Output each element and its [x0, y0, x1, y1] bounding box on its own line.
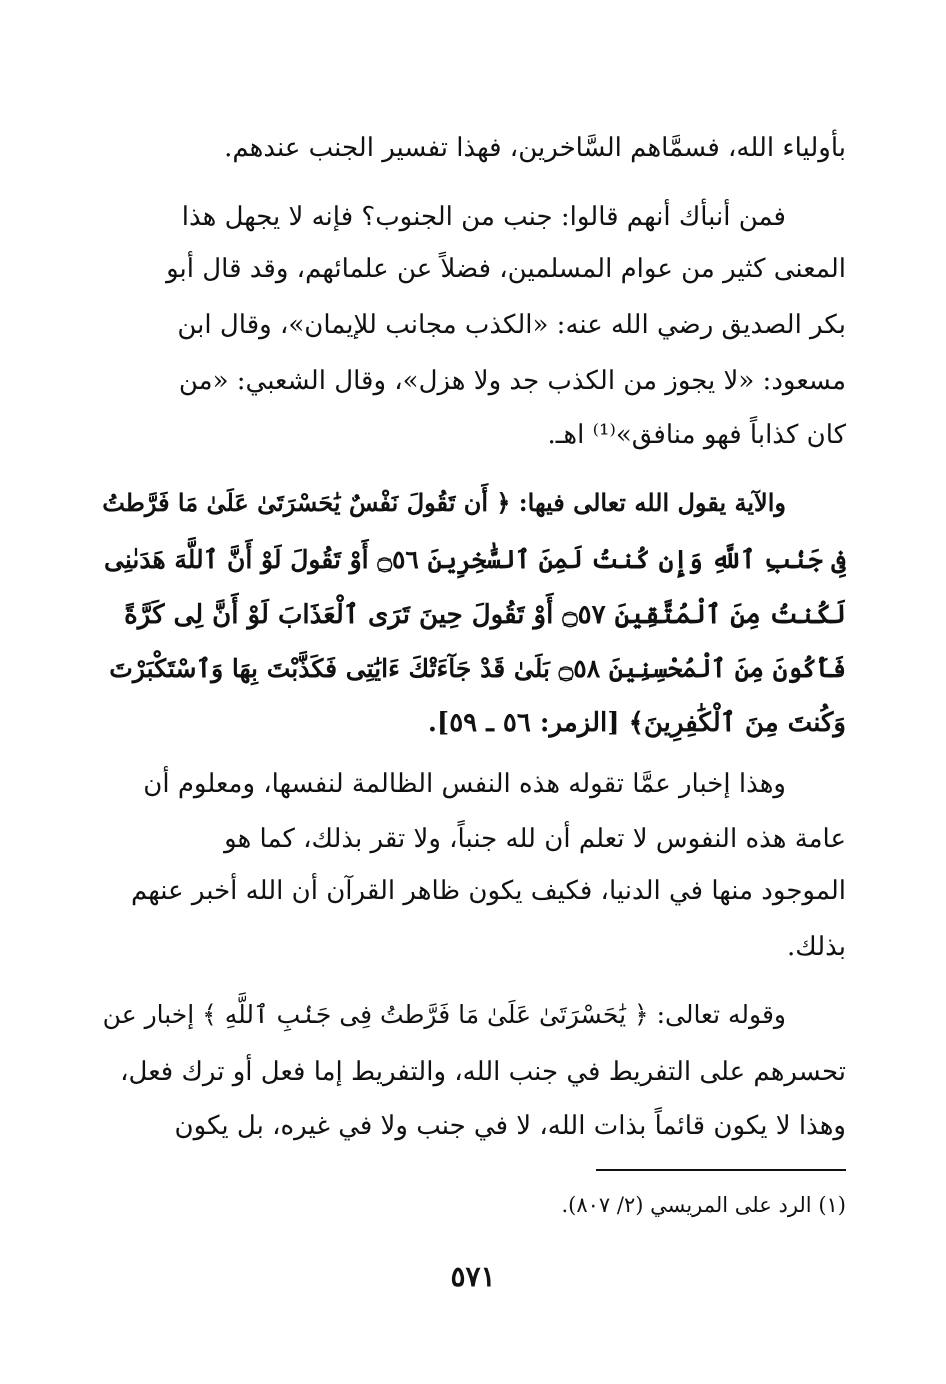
text-line: المعنى كثير من عوام المسلمين، فضلاً عن علمائهم، وقد قال أبو	[166, 254, 846, 284]
text-line: وهذا لا يكون قائماً بذات الله، لا في جنب ولا في غيره، بل يكون	[174, 1111, 846, 1141]
quran-line: فَأَكُونَ مِنَ ٱلْمُحْسِنِينَ ۝٥٨ بَلَىٰ قَدْ جَآءَتْكَ ءَايَٰتِى فَكَذَّبْتَ بِهَا وَٱسْتَكْبَرْتَ	[109, 654, 846, 683]
paragraph-first-line: فمن أنبأك أنهم قالوا: جنب من الجنوب؟ فإنه لا يجهل هذا	[181, 202, 786, 232]
text-line: مسعود: «لا يجوز من الكذب جد ولا هزل»، وقال الشعبي: «من	[178, 366, 846, 396]
footnote-separator	[596, 1169, 846, 1171]
paragraph-first-line: وقوله تعالى: ﴿ يَٰحَسْرَتَىٰ عَلَىٰ مَا فَرَّطتُ فِى جَنۢبِ ٱللَّهِ ﴾ إخبار عن	[102, 1000, 786, 1029]
footnote: (١) الرد على المريسي (٢/ ٨٠٧).	[561, 1193, 846, 1217]
text-line: تحسرهم على التفريط في جنب الله، والتفريط إما فعل أو ترك فعل،	[120, 1057, 846, 1087]
text-line: بأولياء الله، فسمَّاهم السَّاخرين، فهذا تفسير الجنب عندهم.	[224, 133, 846, 163]
paragraph-first-line: وهذا إخبار عمَّا تقوله هذه النفس الظالمة لنفسها، ومعلوم أن	[143, 769, 786, 799]
page-number: ٥٧١	[450, 1260, 496, 1293]
text-line: بكر الصديق رضي الله عنه: «الكذب مجانب للإيمان»، وقال ابن	[177, 310, 846, 340]
text-line: الموجود منها في الدنيا، فكيف يكون ظاهر القرآن أن الله أخبر عنهم	[130, 876, 846, 906]
quran-citation-line: وَكُنتَ مِنَ ٱلْكَٰفِرِينَ﴾ [الزمر: ٥٦ ـ ٥٩].	[427, 708, 846, 738]
text-line: كان كذاباً فهو منافق»⁽¹⁾ اهـ.	[547, 420, 846, 450]
quran-line: لَكُنتُ مِنَ ٱلْمُتَّقِينَ ۝٥٧ أَوْ تَقُولَ حِينَ تَرَى ٱلْعَذَابَ لَوْ أَنَّ لِى كَرَّةً	[124, 600, 846, 630]
quran-line: فِى جَنۢبِ ٱللَّهِ وَإِن كُنتُ لَمِنَ ٱلسَّٰخِرِينَ ۝٥٦ أَوْ تَقُولَ لَوْ أَنَّ ٱللَّهَ هَدَىٰنِى	[103, 545, 846, 574]
text-line: عامة هذه النفوس لا تعلم أن لله جنباً، ولا تقر بذلك، كما هو	[224, 824, 846, 854]
quran-line: والآية يقول الله تعالى فيها: ﴿ أَن تَقُولَ نَفْسٌ يَٰحَسْرَتَىٰ عَلَىٰ مَا فَرَّطتُ	[102, 488, 786, 517]
text-line: بذلك.	[787, 932, 846, 962]
